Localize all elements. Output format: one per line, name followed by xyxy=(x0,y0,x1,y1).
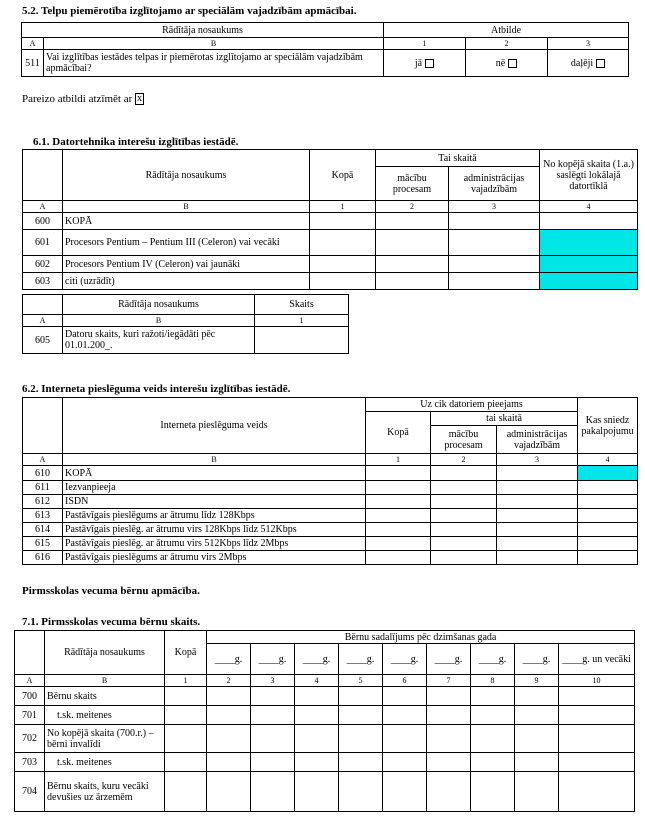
cell-input[interactable] xyxy=(559,753,635,772)
cell-input[interactable] xyxy=(578,537,638,551)
cell-input[interactable] xyxy=(165,725,207,753)
col-3: 3 xyxy=(497,454,578,466)
cell-input[interactable] xyxy=(366,509,431,523)
cell-input[interactable] xyxy=(255,327,349,354)
cell-input[interactable] xyxy=(471,725,515,753)
cell-input[interactable] xyxy=(578,523,638,537)
cell-input[interactable] xyxy=(366,495,431,509)
cell-input[interactable] xyxy=(339,753,383,772)
option-partly-label: daļēji xyxy=(570,57,594,69)
cell-input[interactable] xyxy=(383,706,427,725)
hdr-total: Kopā xyxy=(366,412,431,454)
cell-input[interactable] xyxy=(431,537,497,551)
hdr-total: Kopā xyxy=(310,150,376,201)
col-b: B xyxy=(45,675,165,687)
cell-input[interactable] xyxy=(515,772,559,812)
row-text: Pastāvīgais pieslēgums ar ātrumu līdz 128Kbps xyxy=(63,509,366,523)
cell-input[interactable] xyxy=(207,753,251,772)
cell-input[interactable] xyxy=(471,706,515,725)
checkbox-partly[interactable] xyxy=(596,59,605,68)
row-text: Datoru skaits, kuri ražoti/iegādāti pēc 01.01.200_. xyxy=(63,327,255,354)
table-5-2 xyxy=(21,22,629,77)
col-4: 4 xyxy=(540,201,638,213)
row-text: t.sk. meitenes xyxy=(45,753,165,772)
hdr-count: Skaits xyxy=(255,295,349,315)
hdr-name: Rādītāja nosaukums xyxy=(63,150,310,201)
cell-input[interactable] xyxy=(578,481,638,495)
row-text: KOPĀ xyxy=(63,466,366,481)
cell-input[interactable] xyxy=(165,706,207,725)
col-4: 4 xyxy=(295,675,339,687)
year-field[interactable]: ____g. xyxy=(383,644,427,675)
hdr-answer: Atbilde xyxy=(384,23,629,38)
section-7-1-title: 7.1. Pirmsskolas vecuma bērnu skaits. xyxy=(22,616,201,628)
cell-input[interactable] xyxy=(471,687,515,706)
cell-input[interactable] xyxy=(497,537,578,551)
cell-input[interactable] xyxy=(497,495,578,509)
cell-input[interactable] xyxy=(310,230,376,256)
answer-note-text: Pareizo atbildi atzīmēt ar xyxy=(22,93,133,105)
cell-input[interactable] xyxy=(310,213,376,230)
cell-input[interactable] xyxy=(497,523,578,537)
col-3: 3 xyxy=(548,38,629,50)
checkbox-no[interactable] xyxy=(508,59,517,68)
hdr-blank xyxy=(23,398,63,454)
cell-input[interactable] xyxy=(449,213,540,230)
row-code: 611 xyxy=(23,481,63,495)
year-field[interactable]: ____g. xyxy=(515,644,559,675)
hdr-of: Tai skaitā xyxy=(376,150,540,167)
hdr-admin: administrācijas vajadzībām xyxy=(497,426,578,454)
row-text: Pastāvīgais pieslēg. ar ātrumu virs 512Kbps līdz 2Mbps xyxy=(63,537,366,551)
cell-input[interactable] xyxy=(165,772,207,812)
cell-input[interactable] xyxy=(427,725,471,753)
cell-input[interactable] xyxy=(431,551,497,565)
cell-input[interactable] xyxy=(383,753,427,772)
cell-input[interactable] xyxy=(559,772,635,812)
year-field[interactable]: ____g. xyxy=(339,644,383,675)
cell-input[interactable] xyxy=(497,466,578,481)
col-2: 2 xyxy=(207,675,251,687)
cell-input[interactable] xyxy=(207,706,251,725)
row-text: Bērnu skaits, kuru vecāki devušies uz ārzemēm xyxy=(45,772,165,812)
row-text: t.sk. meitenes xyxy=(45,706,165,725)
col-a: A xyxy=(23,201,63,213)
cell-input[interactable] xyxy=(251,772,295,812)
year-field[interactable]: ____g. xyxy=(251,644,295,675)
cell-input[interactable] xyxy=(497,551,578,565)
cell-input[interactable] xyxy=(207,725,251,753)
cell-input[interactable] xyxy=(310,256,376,273)
col-1: 1 xyxy=(165,675,207,687)
row-text: KOPĀ xyxy=(63,213,310,230)
cell-input[interactable] xyxy=(366,523,431,537)
cell-input[interactable] xyxy=(515,687,559,706)
cell-input[interactable] xyxy=(376,230,449,256)
row-code: 600 xyxy=(23,213,63,230)
cell-input[interactable] xyxy=(383,725,427,753)
row-text: ISDN xyxy=(63,495,366,509)
year-field[interactable]: ____g. xyxy=(471,644,515,675)
row-code: 602 xyxy=(23,256,63,273)
section-7-title: Pirmsskolas vecuma bērnu apmācība. xyxy=(22,585,200,597)
cell-input[interactable] xyxy=(471,772,515,812)
row-code: 605 xyxy=(23,327,63,354)
cell-input[interactable] xyxy=(431,495,497,509)
col-2: 2 xyxy=(466,38,548,50)
col-5: 5 xyxy=(339,675,383,687)
cell-input[interactable] xyxy=(559,706,635,725)
cell-input[interactable] xyxy=(497,509,578,523)
cell-input[interactable] xyxy=(578,551,638,565)
hdr-type: Interneta pieslēguma veids xyxy=(63,398,366,454)
cell-input[interactable] xyxy=(295,687,339,706)
col-1: 1 xyxy=(310,201,376,213)
row-text: Pastāvīgais pieslēg. ar ātrumu virs 128Kbps līdz 512Kbps xyxy=(63,523,366,537)
cell-input[interactable] xyxy=(366,551,431,565)
row-code: 703 xyxy=(15,753,45,772)
hdr-study: mācību procesam xyxy=(376,167,449,201)
row-text: Procesors Pentium IV (Celeron) vai jaunāki xyxy=(63,256,310,273)
cell-input[interactable] xyxy=(376,256,449,273)
cell-input[interactable] xyxy=(366,466,431,481)
hdr-computers: Uz cik datoriem pieejams xyxy=(366,398,578,412)
section-5-2-title: 5.2. Telpu piemērotība izglītojamo ar speciālām vajadzībām apmācībai. xyxy=(22,5,357,17)
col-b: B xyxy=(44,38,384,50)
row-text: Bērnu skaits xyxy=(45,687,165,706)
checkbox-yes[interactable] xyxy=(425,59,434,68)
table-7-1 xyxy=(14,630,635,812)
cell-input[interactable] xyxy=(559,725,635,753)
row-text: Pastāvīgais pieslēgums ar ātrumu virs 2Mbps xyxy=(63,551,366,565)
hdr-study: mācību procesam xyxy=(431,426,497,454)
cell-input[interactable] xyxy=(578,495,638,509)
option-no[interactable] xyxy=(466,50,548,77)
option-yes[interactable] xyxy=(384,50,466,77)
row-text: Procesors Pentium – Pentium III (Celeron) vai vecāki xyxy=(63,230,310,256)
cell-input[interactable] xyxy=(540,213,638,230)
col-2: 2 xyxy=(431,454,497,466)
row-code: 601 xyxy=(23,230,63,256)
year-field-older[interactable]: ____g. un vecāki xyxy=(559,644,635,675)
col-a: A xyxy=(23,454,63,466)
cell-input[interactable] xyxy=(497,481,578,495)
cell-input[interactable] xyxy=(339,772,383,812)
answer-note xyxy=(22,93,144,105)
row-code: 613 xyxy=(23,509,63,523)
cell-input[interactable] xyxy=(165,753,207,772)
year-field[interactable]: ____g. xyxy=(207,644,251,675)
cell-input[interactable] xyxy=(310,273,376,290)
cell-input[interactable] xyxy=(339,687,383,706)
col-8: 8 xyxy=(471,675,515,687)
cell-input[interactable] xyxy=(449,273,540,290)
cell-input[interactable] xyxy=(366,481,431,495)
row-text: No kopējā skaita (700.r.) –bērni invalīdi xyxy=(45,725,165,753)
cell-input[interactable] xyxy=(449,256,540,273)
col-3: 3 xyxy=(251,675,295,687)
cell-input[interactable] xyxy=(471,753,515,772)
hdr-network: No kopējā skaita (1.a.) saslēgti lokālajā datortīklā xyxy=(540,150,638,201)
row-code: 614 xyxy=(23,523,63,537)
cell-shaded xyxy=(578,466,638,481)
cell-input[interactable] xyxy=(383,687,427,706)
cell-input[interactable] xyxy=(559,687,635,706)
cell-input[interactable] xyxy=(295,772,339,812)
cell-input[interactable] xyxy=(449,230,540,256)
cell-input[interactable] xyxy=(295,753,339,772)
cell-input[interactable] xyxy=(376,273,449,290)
cell-input[interactable] xyxy=(383,772,427,812)
hdr-name: Rādītāja nosaukums xyxy=(22,23,384,38)
col-7: 7 xyxy=(427,675,471,687)
col-b: B xyxy=(63,201,310,213)
hdr-admin: administrācijas vajadzībām xyxy=(449,167,540,201)
row-code: 704 xyxy=(15,772,45,812)
col-3: 3 xyxy=(449,201,540,213)
x-mark-box: x xyxy=(137,93,143,105)
cell-input[interactable] xyxy=(515,725,559,753)
cell-input[interactable] xyxy=(295,706,339,725)
cell-shaded xyxy=(540,256,638,273)
row-code: 610 xyxy=(23,466,63,481)
cell-input[interactable] xyxy=(251,706,295,725)
col-4: 4 xyxy=(578,454,638,466)
col-1: 1 xyxy=(255,315,349,327)
row-text: Iezvanpieeja xyxy=(63,481,366,495)
cell-input[interactable] xyxy=(427,687,471,706)
cell-input[interactable] xyxy=(578,509,638,523)
cell-input[interactable] xyxy=(515,753,559,772)
row-code: 603 xyxy=(23,273,63,290)
cell-input[interactable] xyxy=(427,772,471,812)
hdr-blank xyxy=(15,631,45,675)
col-a: A xyxy=(15,675,45,687)
cell-input[interactable] xyxy=(431,523,497,537)
hdr-by-year: Bērnu sadalījums pēc dzimšanas gada xyxy=(207,631,635,644)
hdr-name: Rādītāja nosaukums xyxy=(45,631,165,675)
cell-input[interactable] xyxy=(251,687,295,706)
table-6-1-b xyxy=(22,294,349,354)
year-field[interactable]: ____g. xyxy=(295,644,339,675)
section-6-1-title: 6.1. Datortehnika interešu izglītības iestādē. xyxy=(33,136,239,148)
hdr-name: Rādītāja nosaukums xyxy=(63,295,255,315)
table-6-2 xyxy=(22,397,638,565)
table-6-1 xyxy=(22,149,638,290)
col-a: A xyxy=(23,315,63,327)
col-9: 9 xyxy=(515,675,559,687)
hdr-total: Kopā xyxy=(165,631,207,675)
cell-input[interactable] xyxy=(515,706,559,725)
cell-input[interactable] xyxy=(431,509,497,523)
cell-input[interactable] xyxy=(207,772,251,812)
row-code: 615 xyxy=(23,537,63,551)
col-1: 1 xyxy=(366,454,431,466)
cell-input[interactable] xyxy=(165,687,207,706)
col-10: 10 xyxy=(559,675,635,687)
cell-input[interactable] xyxy=(427,706,471,725)
col-2: 2 xyxy=(376,201,449,213)
cell-shaded xyxy=(540,273,638,290)
row-text: citi (uzrādīt) xyxy=(63,273,310,290)
row-code: 701 xyxy=(15,706,45,725)
col-1: 1 xyxy=(384,38,466,50)
year-field[interactable]: ____g. xyxy=(427,644,471,675)
col-b: B xyxy=(63,454,366,466)
cell-input[interactable] xyxy=(339,725,383,753)
row-text: Vai izglītības iestādes telpas ir piemērotas izglītojamo ar speciālām vajadzībām apmācībai? xyxy=(44,50,384,77)
row-code: 700 xyxy=(15,687,45,706)
col-6: 6 xyxy=(383,675,427,687)
row-code: 612 xyxy=(23,495,63,509)
row-code: 616 xyxy=(23,551,63,565)
hdr-blank xyxy=(23,295,63,315)
cell-input[interactable] xyxy=(339,706,383,725)
hdr-of: tai skaitā xyxy=(431,412,578,426)
option-yes-label: jā xyxy=(414,57,423,69)
col-a: A xyxy=(22,38,44,50)
row-code: 511 xyxy=(22,50,44,77)
row-code: 702 xyxy=(15,725,45,753)
section-6-2-title: 6.2. Interneta pieslēguma veids interešu izglītības iestādē. xyxy=(22,383,291,395)
cell-input[interactable] xyxy=(431,481,497,495)
cell-input[interactable] xyxy=(427,753,471,772)
hdr-provider: Kas sniedz pakalpojumu xyxy=(578,398,638,454)
cell-input[interactable] xyxy=(366,537,431,551)
col-b: B xyxy=(63,315,255,327)
cell-input[interactable] xyxy=(376,213,449,230)
hdr-blank xyxy=(23,150,63,201)
cell-input[interactable] xyxy=(295,725,339,753)
cell-input[interactable] xyxy=(251,753,295,772)
cell-input[interactable] xyxy=(207,687,251,706)
cell-input[interactable] xyxy=(431,466,497,481)
cell-shaded xyxy=(540,230,638,256)
option-partly[interactable] xyxy=(548,50,629,77)
cell-input[interactable] xyxy=(251,725,295,753)
option-no-label: nē xyxy=(495,57,506,69)
